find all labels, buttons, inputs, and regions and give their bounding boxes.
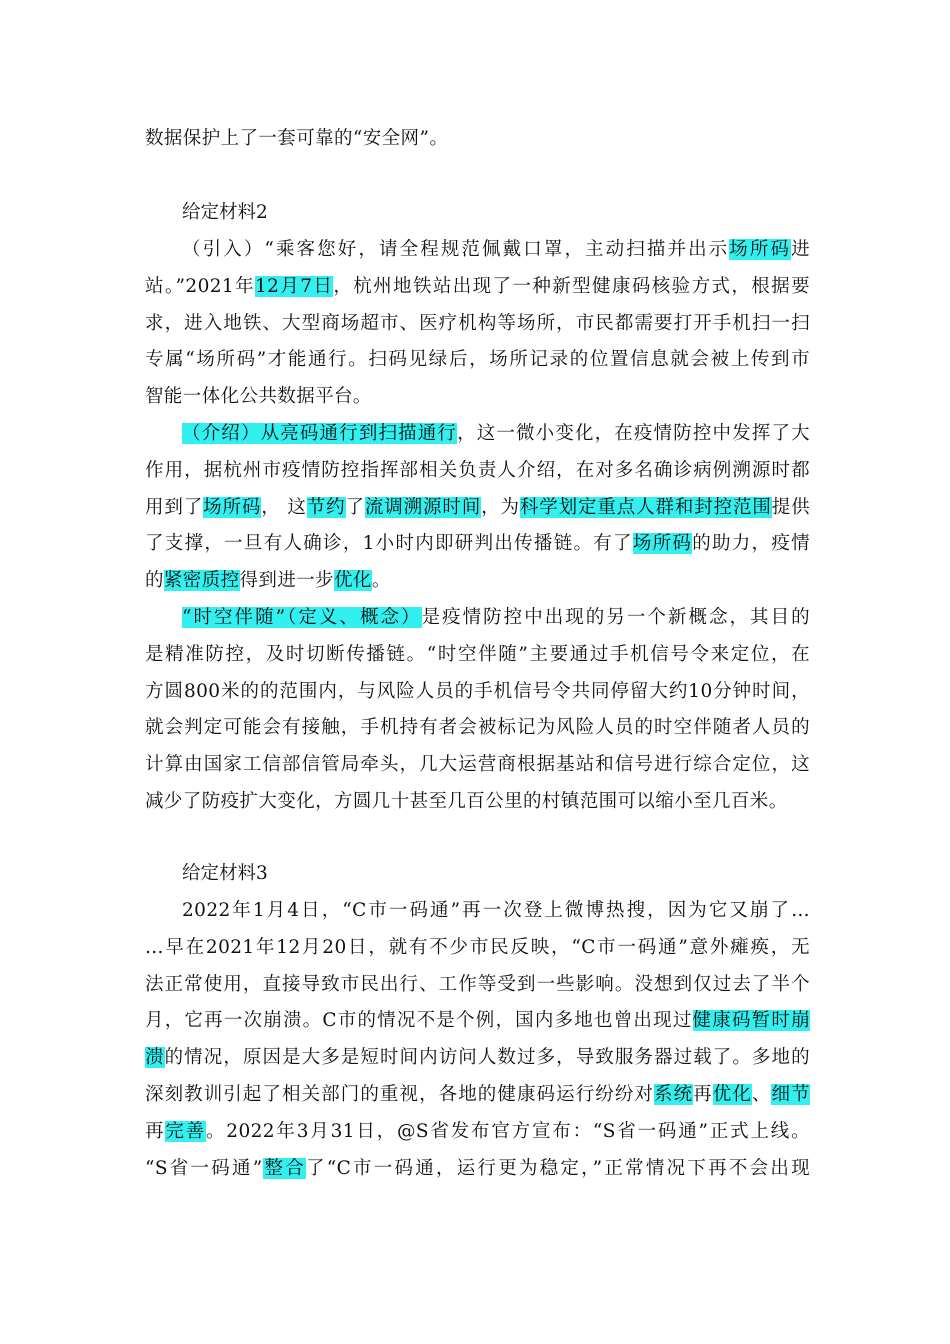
text-run: 专属“场所码”才能通行。扫码见绿后，场所记录的位置信息就会被上传到市 <box>145 349 810 371</box>
highlighted-phrase: 优化 <box>334 570 372 592</box>
material-3-body <box>145 893 810 1187</box>
text-line <box>145 121 810 158</box>
text-line <box>145 1003 810 1040</box>
text-run: 再 <box>693 1083 713 1105</box>
text-line <box>145 232 810 269</box>
text-line <box>145 416 810 453</box>
text-run: 的 <box>145 570 164 592</box>
text-line <box>145 1040 810 1077</box>
highlighted-phrase: “时空伴随”（定义、概念） <box>182 606 422 628</box>
highlighted-phrase: 场所码 <box>632 533 693 555</box>
text-line <box>145 1077 810 1114</box>
highlighted-phrase: 节约 <box>306 496 346 518</box>
paragraph-intro-tail <box>145 121 810 158</box>
text-line <box>145 453 810 490</box>
highlighted-phrase: 12月7日 <box>255 275 334 297</box>
text-run: （引入）“乘客您好，请全程规范佩戴口罩，主动扫描并出示 <box>182 239 730 260</box>
text-run: 。 <box>371 570 391 592</box>
text-run: 是精准防控，及时切断传播链。“时空伴随”主要通过手机信号令来定位，在 <box>145 643 810 665</box>
text-run: 站。”2021年 <box>145 275 255 297</box>
text-run: 提供 <box>771 496 810 518</box>
highlighted-phrase: 流调溯源时间 <box>364 496 482 518</box>
highlighted-phrase: 场所码 <box>729 239 792 260</box>
text-line <box>145 930 810 967</box>
text-run: 再 <box>145 1120 166 1142</box>
text-line <box>145 342 810 379</box>
text-line <box>145 710 810 747</box>
text-line <box>145 600 810 637</box>
highlighted-phrase: 细节 <box>771 1083 810 1105</box>
text-run: 得到进一步 <box>239 570 335 592</box>
heading-material-2: 给定材料2 <box>182 202 268 223</box>
text-run: 了 <box>345 496 365 518</box>
text-run: 求，进入地铁、大型商场超市、医疗机构等场所，市民都需要打开手机扫一扫 <box>145 312 810 334</box>
highlighted-phrase: 紧密质控 <box>163 570 240 592</box>
text-line <box>145 563 810 600</box>
text-run: 进 <box>791 239 811 260</box>
material-2-body <box>145 232 810 821</box>
text-line <box>145 379 810 416</box>
text-line <box>145 967 810 1004</box>
text-run: 减少了防疫扩大变化，方圆几十甚至几百公里的村镇范围可以缩小至几百米。 <box>145 790 788 812</box>
highlighted-phrase: 健康码暂时崩 <box>692 1010 810 1032</box>
text-line <box>145 747 810 784</box>
text-run: 法正常使用，直接导致市民出行、工作等受到一些影响。没想到仅过去了半个 <box>145 973 810 995</box>
highlighted-phrase: 优化 <box>712 1083 752 1105</box>
text-run: 是疫情防控中出现的另一个新概念，其目的 <box>421 606 810 628</box>
text-line <box>145 784 810 821</box>
text-run: 。2022年3月31日，@S省发布官方宣布：“S省一码通”正式上线。 <box>205 1120 810 1142</box>
text-run: “S省一码通” <box>145 1157 263 1179</box>
text-run: ，为 <box>481 496 520 518</box>
text-run: 深刻教训引起了相关部门的重视，各地的健康码运行纷纷对 <box>145 1083 655 1105</box>
text-line <box>145 1114 810 1151</box>
text-run: 的助力，疫情 <box>692 533 810 555</box>
text-line <box>145 893 810 930</box>
text-run: 了“C市一码通，运行更为稳定，”正常情况下再不会出现 <box>305 1157 810 1179</box>
heading-material-3: 给定材料3 <box>182 863 268 884</box>
text-run: 了支撑，一旦有人确诊，1小时内即研判出传播链。有了 <box>145 533 633 555</box>
text-run: 方圆800米的的范围内，与风险人员的手机信号令共同停留大约10分钟时间， <box>145 680 810 702</box>
text-run: ，杭州地铁站出现了一种新型健康码核验方式，根据要 <box>333 275 810 297</box>
text-run: 2022年1月4日，“C市一码通”再一次登上微博热搜，因为它又崩了… <box>182 900 810 921</box>
text-line <box>145 674 810 711</box>
text-line <box>145 637 810 674</box>
text-run: …早在2021年12月20日，就有不少市民反映，“C市一码通”意外瘫痪，无 <box>145 936 810 958</box>
highlighted-phrase: 系统 <box>654 1083 694 1105</box>
text-run: 月，它再一次崩溃。C市的情况不是个例，国内多地也曾出现过 <box>145 1010 693 1032</box>
highlighted-phrase: 溃 <box>145 1047 165 1069</box>
text-run: 就会判定可能会有接触，手机持有者会被标记为风险人员的时空伴随者人员的 <box>145 717 810 739</box>
text-run: 作用，据杭州市疫情防控指挥部相关负责人介绍，在对多名确诊病例溯源时都 <box>145 459 810 481</box>
highlighted-phrase: 整合 <box>262 1157 306 1179</box>
text-run: ，这一微小变化，在疫情防控中发挥了大 <box>457 422 810 444</box>
text-run: 数据保护上了一套可靠的“安全网”。 <box>145 128 449 149</box>
text-run: 、 <box>751 1083 772 1105</box>
highlighted-phrase: 场所码 <box>203 496 262 518</box>
highlighted-phrase: （介绍）从亮码通行到扫描通行 <box>182 422 458 444</box>
text-line <box>145 1151 810 1188</box>
text-line <box>145 306 810 343</box>
text-run: 智能一体化公共数据平台。 <box>145 386 372 408</box>
text-line <box>145 269 810 306</box>
text-run: 的情况，原因是大多是短时间内访问人数过多，导致服务器过载了。多地的 <box>164 1047 811 1069</box>
text-run: 用到了 <box>145 496 204 518</box>
highlighted-phrase: 科学划定重点人群和封控范围 <box>519 496 772 518</box>
text-run: ， 这 <box>261 496 307 518</box>
text-run: 计算由国家工信部信管局牵头，几大运营商根据基站和信号进行综合定位，这 <box>145 754 810 776</box>
text-line <box>145 490 810 527</box>
highlighted-phrase: 完善 <box>165 1120 206 1142</box>
text-line <box>145 526 810 563</box>
